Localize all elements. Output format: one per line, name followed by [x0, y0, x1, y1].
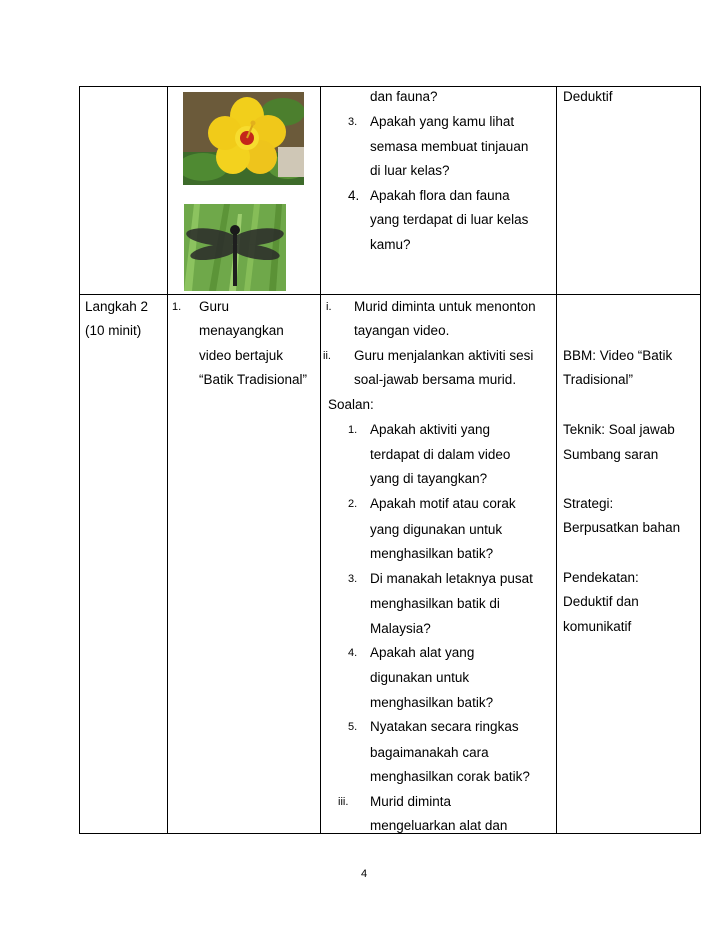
- question-text: di luar kelas?: [370, 163, 450, 178]
- activity-text: “Batik Tradisional”: [199, 372, 308, 387]
- column-divider: [556, 86, 557, 834]
- question-text: menghasilkan batik?: [370, 546, 494, 561]
- question-text: semasa membuat tinjauan: [370, 139, 529, 154]
- approach-text: Pendekatan:: [563, 570, 639, 585]
- question-text: yang digunakan untuk: [370, 522, 503, 537]
- column-divider: [167, 86, 168, 834]
- soalan-label: Soalan:: [328, 397, 374, 412]
- activity-text: soal-jawab bersama murid.: [354, 372, 517, 387]
- question-number: 5.: [348, 721, 358, 733]
- approach-text: komunikatif: [563, 619, 632, 634]
- activity-text: tayangan video.: [354, 323, 450, 338]
- question-text: digunakan untuk: [370, 670, 470, 685]
- question-text: Apakah motif atau corak: [370, 496, 516, 511]
- roman-number: iii.: [338, 796, 349, 808]
- activity-text: video bertajuk: [199, 348, 284, 363]
- activity-number: 1.: [172, 301, 182, 313]
- question-text: kamu?: [370, 237, 411, 252]
- question-number: 3.: [348, 116, 358, 128]
- bbm-text: Tradisional”: [563, 372, 634, 387]
- approach-text: Deduktif dan: [563, 594, 639, 609]
- technique-text: Sumbang saran: [563, 447, 659, 462]
- question-text: menghasilkan corak batik?: [370, 769, 530, 784]
- question-text: menghasilkan batik?: [370, 695, 494, 710]
- question-number: 4.: [348, 188, 360, 203]
- activity-text: Murid diminta untuk menonton: [354, 299, 536, 314]
- approach-text: Deduktif: [563, 89, 613, 104]
- bbm-text: BBM: Video “Batik: [563, 348, 673, 363]
- table-right-border: [700, 86, 701, 834]
- roman-number: i.: [326, 301, 332, 313]
- question-text: Malaysia?: [370, 621, 431, 636]
- question-text: Apakah alat yang: [370, 645, 475, 660]
- hibiscus-flower-image: [183, 92, 304, 185]
- question-text: Nyatakan secara ringkas: [370, 719, 519, 734]
- activity-text: Murid diminta: [370, 794, 452, 809]
- question-text: terdapat di dalam video: [370, 447, 511, 462]
- question-text: Apakah aktiviti yang: [370, 422, 491, 437]
- strategy-text: Berpusatkan bahan: [563, 520, 681, 535]
- question-continuation: dan fauna?: [370, 89, 438, 104]
- step-duration: (10 minit): [85, 323, 142, 338]
- dragonfly-image: [184, 204, 286, 291]
- question-text: Apakah yang kamu lihat: [370, 114, 515, 129]
- question-number: 4.: [348, 647, 358, 659]
- question-number: 2.: [348, 498, 358, 510]
- step-label: Langkah 2: [85, 299, 149, 314]
- question-text: yang di tayangkan?: [370, 471, 488, 486]
- question-text: menghasilkan batik di: [370, 596, 500, 611]
- strategy-text: Strategi:: [563, 496, 614, 511]
- activity-text: mengeluarkan alat dan: [370, 818, 508, 833]
- activity-text: menayangkan: [199, 323, 284, 338]
- question-text: Di manakah letaknya pusat: [370, 571, 533, 586]
- roman-number: ii.: [323, 350, 331, 362]
- question-number: 1.: [348, 424, 358, 436]
- page-number: 4: [360, 868, 368, 880]
- column-divider: [320, 86, 321, 834]
- activity-text: Guru menjalankan aktiviti sesi: [354, 348, 534, 363]
- activity-text: Guru: [199, 299, 230, 314]
- row-divider: [79, 294, 701, 295]
- question-text: Apakah flora dan fauna: [370, 188, 510, 203]
- question-number: 3.: [348, 573, 358, 585]
- question-text: yang terdapat di luar kelas: [370, 212, 529, 227]
- technique-text: Teknik: Soal jawab: [563, 422, 675, 437]
- question-text: bagaimanakah cara: [370, 745, 489, 760]
